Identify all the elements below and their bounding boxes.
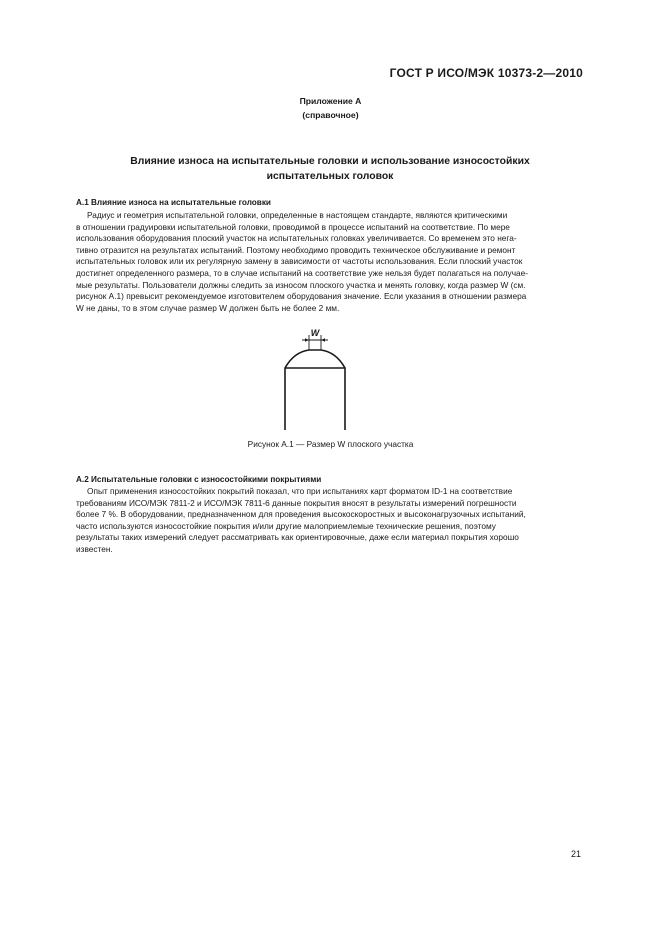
section-a2-heading: А.2 Испытательные головки с износостойкими покрытиями bbox=[76, 475, 322, 484]
text-line: W не даны, то в этом случае размер W должен быть не более 2 мм. bbox=[76, 302, 340, 313]
text-line: испытательных головок или их регулярную замену в зависимости от частоты использования. Если плоский участок bbox=[76, 256, 523, 267]
section-a1-heading: А.1 Влияние износа на испытательные головки bbox=[76, 198, 271, 207]
page-title-line-2: испытательных головок bbox=[266, 171, 394, 182]
appendix-title: Приложение А bbox=[299, 96, 362, 106]
text-line: известен. bbox=[76, 543, 113, 554]
text-line: достигнет определенного размера, то в случае испытаний на соответствие уже нельзя будет полагаться на получае- bbox=[76, 267, 529, 278]
text-line: использования оборудования плоский участок на испытательных головках увеличивается. Со временем это нега- bbox=[76, 233, 517, 244]
page-title-line-1: Влияние износа на испытательные головки и использование износостойких bbox=[130, 156, 530, 167]
text-line: часто используются износостойкие покрытия и/или другие малоприемлемые технические решения, поэтому bbox=[76, 520, 496, 531]
dimension-label-w: W bbox=[310, 328, 320, 338]
dimension-arrow-left bbox=[305, 338, 309, 341]
text-line: мые результаты. Пользователи должны следить за износом плоского участка и менять головку, когда размер W (см. bbox=[76, 279, 526, 290]
text-line: требованиям ИСО/МЭК 7811-2 и ИСО/МЭК 7811-6 данные покрытия вносят в результаты измерений погрешности bbox=[76, 497, 517, 508]
dimension-arrow-right bbox=[321, 338, 325, 341]
test-head-figure bbox=[270, 326, 360, 430]
text-line: более 7 %. В оборудовании, предназначенном для проведения высокоскоростных и высоконагрузочных испытаний, bbox=[76, 509, 526, 520]
head-outline bbox=[285, 350, 345, 430]
text-line: тивно отразится на результатах испытаний. Поэтому необходимо проводить техническое обслуживание и ремонт bbox=[76, 244, 516, 255]
appendix-subtitle: (справочное) bbox=[302, 110, 359, 120]
text-line: результаты таких измерений следует рассматривать как ориентировочные, даже если материал покрытия хорошо bbox=[76, 532, 519, 543]
section-a2-body bbox=[76, 486, 584, 556]
figure-caption: Рисунок А.1 — Размер W плоского участка bbox=[247, 439, 414, 449]
section-a1-body bbox=[76, 210, 584, 314]
text-line: Опыт применения износостойких покрытий показал, что при испытаниях карт форматом ID-1 на соответствие bbox=[87, 486, 513, 496]
page-number: 21 bbox=[571, 849, 582, 859]
appendix-heading bbox=[0, 94, 661, 122]
standard-header: ГОСТ Р ИСО/МЭК 10373-2—2010 bbox=[389, 66, 583, 80]
page-title bbox=[80, 154, 580, 184]
text-line: рисунок А.1) превысит рекомендуемое изготовителем оборудования значение. Если указания в отношении размера bbox=[76, 291, 527, 302]
text-line: Радиус и геометрия испытательной головки, определенные в настоящем стандарте, являются критическими bbox=[87, 210, 508, 220]
text-line: в отношении градуировки испытательной головки, проводимой в процессе испытаний на соответствие. По мере bbox=[76, 221, 510, 232]
